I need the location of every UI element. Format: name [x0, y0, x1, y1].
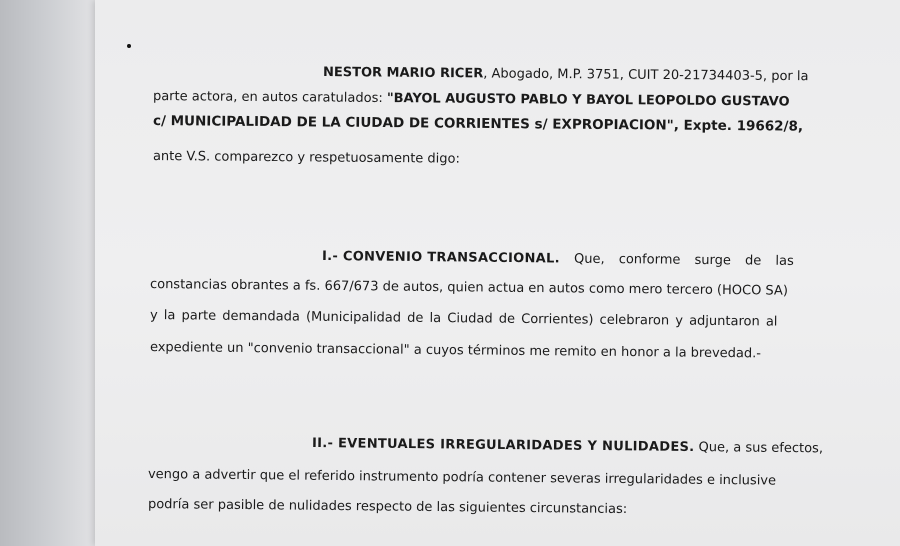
section-1-line-3: y la parte demandada (Municipalidad de la Ciudad de Corrientes) celebraron y adjuntaron al	[149, 308, 778, 330]
section-1-line-1: I.- CONVENIO TRANSACCIONAL. Que, conforme surge de las	[321, 249, 794, 269]
bullet-mark	[127, 44, 131, 48]
intro-line-4: ante V.S. comparezco y respetuosamente digo:	[152, 149, 460, 167]
case-title-part1: "BAYOL AUGUSTO PABLO Y BAYOL LEOPOLDO GUSTAVO	[386, 91, 790, 110]
attorney-details: , Abogado, M.P. 3751, CUIT 20-21734403-5, por la	[483, 66, 809, 85]
section-2-line-1: II.- EVENTUALES IRREGULARIDADES Y NULIDADES. Que, a sus efectos,	[311, 436, 824, 457]
section-1-title: I.- CONVENIO TRANSACCIONAL.	[321, 249, 560, 267]
section-1-line-2: constancias obrantes a fs. 667/673 de autos, quien actua en autos como mero tercero (HOCO SA)	[149, 277, 789, 299]
section-2-line-3: podría ser pasible de nulidades respecto de las siguientes circunstancias:	[147, 497, 628, 518]
attorney-name: NESTOR MARIO RICER	[322, 65, 484, 82]
section-2-title: II.- EVENTUALES IRREGULARIDADES Y NULIDADES.	[311, 436, 695, 456]
section-1-line-4: expediente un "convenio transaccional" a cuyos términos me remito en honor a la brevedad.-	[149, 340, 762, 362]
intro-line-2: parte actora, en autos caratulados: "BAYOL AUGUSTO PABLO Y BAYOL LEOPOLDO GUSTAVO	[152, 89, 790, 110]
section-2-line-2: vengo a advertir que el referido instrumento podría contener severas irregularidades e inclusive	[147, 467, 777, 489]
case-title-part2: c/ MUNICIPALIDAD DE LA CIUDAD DE CORRIENTES s/ EXPROPIACION", Expte. 19662/8,	[152, 113, 804, 135]
